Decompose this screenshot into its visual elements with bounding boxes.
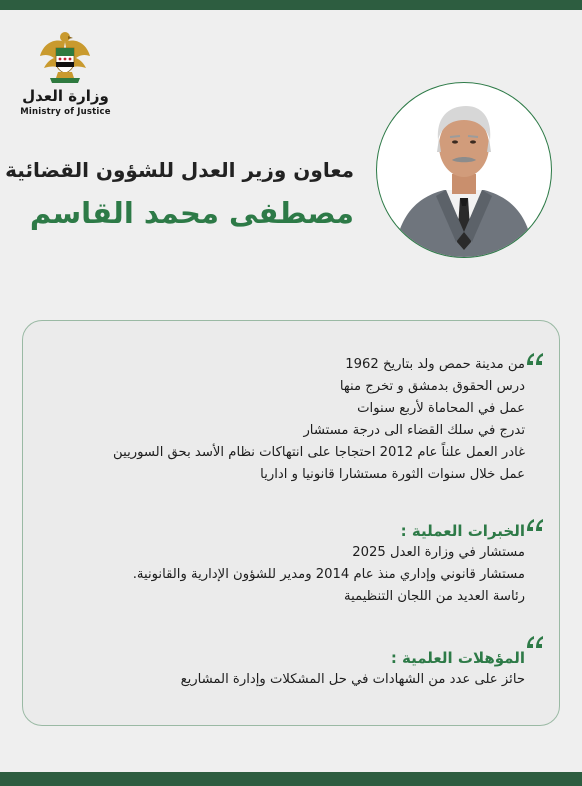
logo-arabic-text: وزارة العدل [22,87,109,105]
bio-section [113,354,525,486]
ministry-emblem [38,28,92,84]
experience-section [133,520,525,608]
qualifications-heading: المؤهلات العلمية : [390,649,525,667]
bio-line: من مدينة حمص ولد بتاريخ 1962 [345,357,525,372]
bio-line: عمل خلال سنوات الثورة مستشارا قانونيا و اداريا [260,467,525,482]
experience-heading: الخبرات العملية : [400,522,525,540]
bio-line: تدرج في سلك القضاء الى درجة مستشار [303,423,525,438]
quote-mark-icon [525,351,545,367]
bio-line: عمل في المحاماة لأربع سنوات [357,401,525,416]
qualifications-section [181,647,525,691]
quote-mark-icon [525,517,545,533]
top-frame-bar [0,0,582,10]
bio-line: درس الحقوق بدمشق و تخرج منها [339,379,525,394]
experience-line: مستشار في وزارة العدل 2025 [352,545,525,560]
qualifications-line: حائز على عدد من الشهادات في حل المشكلات وإدارة المشاريع [180,672,525,687]
bottom-frame-bar [0,772,582,786]
quote-mark-icon [525,634,545,650]
page-subtitle: معاون وزير العدل للشؤون القضائية [5,158,354,182]
logo-english-text: Ministry of Justice [20,107,111,117]
portrait-photo [376,82,552,300]
experience-line: رئاسة العديد من اللجان التنظيمية [344,589,525,604]
page-title: مصطفى محمد القاسم [29,196,354,230]
ministry-logo [18,28,113,123]
biography-card [22,320,560,726]
experience-line: مستشار قانوني وإداري منذ عام 2014 ومدير للشؤون الإدارية والقانونية. [132,567,525,582]
bio-line: غادر العمل علناً عام 2012 احتجاجا على انتهاكات نظام الأسد بحق السوريين [113,445,525,460]
